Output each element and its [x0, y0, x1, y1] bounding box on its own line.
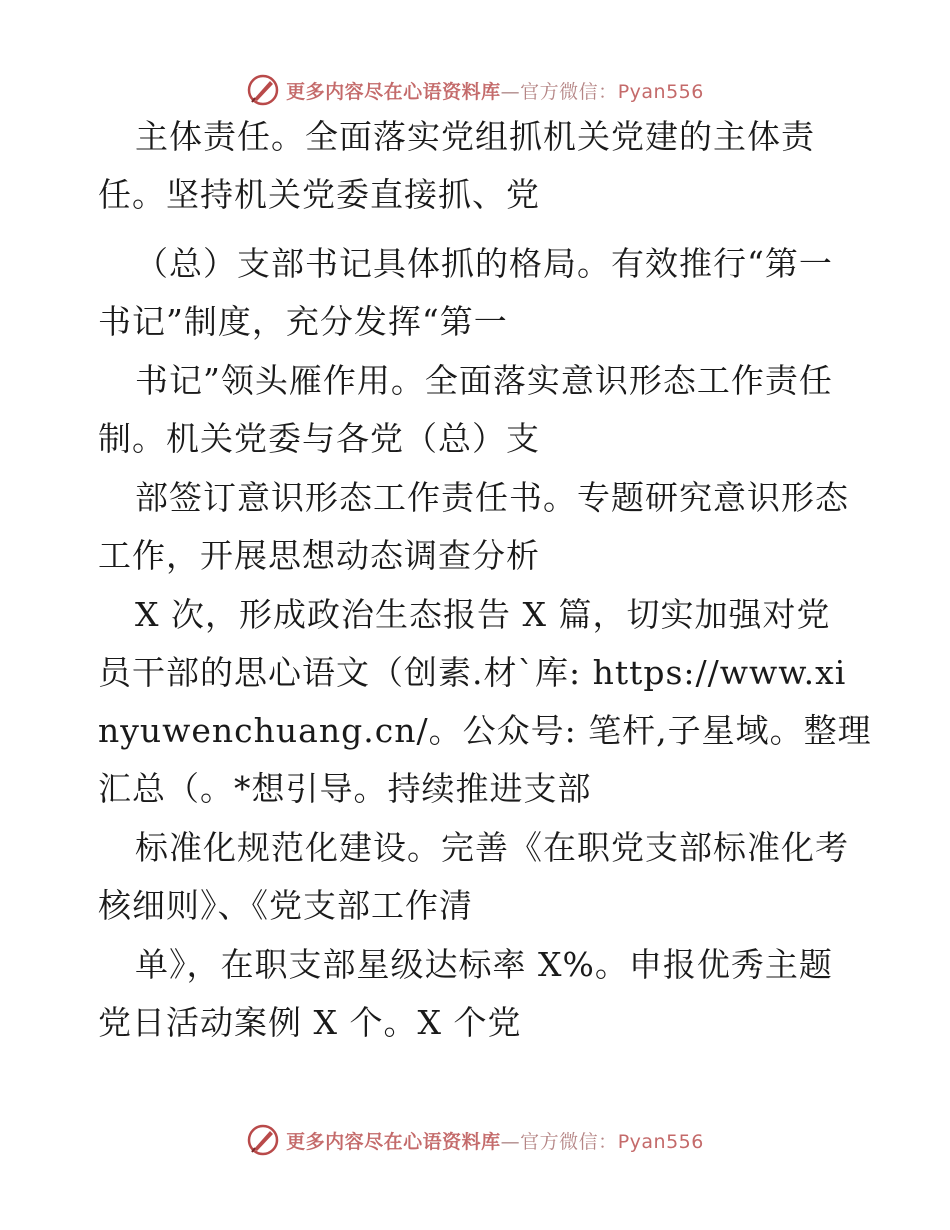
quill-pen-logo-icon [246, 1123, 280, 1157]
body-line: 标准化规范化建设。完善《在职党支部标准化考 [135, 828, 849, 867]
body-line: 制。机关党委与各党（总）支 [98, 419, 540, 458]
banner-wechat-label: 官方微信： [520, 1130, 618, 1153]
body-line: 单》，在职支部星级达标率 X%。申报优秀主题 [135, 945, 833, 984]
body-line: 汇总（。*想引导。持续推进支部 [98, 769, 592, 808]
banner-wechat-id: Pyan556 [617, 1130, 704, 1153]
body-line: （总）支部书记具体抓的格局。有效推行“第一 [135, 244, 833, 283]
banner-wechat-label: 官方微信： [520, 80, 618, 103]
banner-dash: — [500, 1130, 521, 1153]
body-line: 部签订意识形态工作责任书。专题研究意识形态 [135, 478, 849, 517]
body-line: 书记”领头雁作用。全面落实意识形态工作责任 [135, 361, 833, 400]
banner-text [286, 77, 704, 104]
body-line: 党日活动案例 X 个。X 个党 [98, 1003, 522, 1042]
header-watermark-banner [0, 70, 950, 110]
banner-text [286, 1127, 704, 1154]
footer-watermark-banner [0, 1120, 950, 1160]
body-line: 工作，开展思想动态调查分析 [98, 536, 540, 575]
body-line: X 次，形成政治生态报告 X 篇，切实加强对党 [135, 595, 831, 634]
body-line: nyuwenchuang.cn/。公众号: 笔杆,子星域。整理 [98, 711, 872, 750]
banner-wechat-id: Pyan556 [617, 80, 704, 103]
body-line: 员干部的思心语文（创素.材`库: https://www.xi [98, 653, 847, 692]
body-line: 核细则》、《党支部工作清 [98, 886, 473, 925]
quill-pen-logo-icon [246, 73, 280, 107]
body-line: 书记”制度，充分发挥“第一 [98, 302, 508, 341]
body-line: 主体责任。全面落实党组抓机关党建的主体责 [135, 117, 815, 156]
banner-site-name: 更多内容尽在心语资料库 [286, 80, 501, 103]
body-line: 任。坚持机关党委直接抓、党 [98, 175, 540, 214]
banner-site-name: 更多内容尽在心语资料库 [286, 1130, 501, 1153]
banner-dash: — [500, 80, 521, 103]
